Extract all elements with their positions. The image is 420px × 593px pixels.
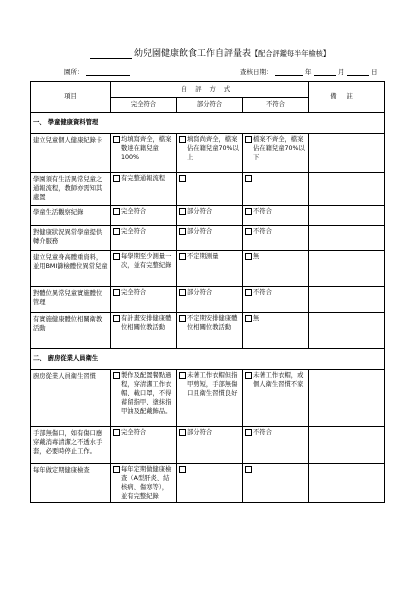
table-row (31, 463, 385, 503)
year-label: 年 (305, 68, 312, 76)
option[interactable] (179, 465, 240, 473)
row-item-label: 有實施健康體位相關衛教活動 (31, 312, 111, 348)
option[interactable] (179, 428, 240, 437)
checkbox[interactable] (245, 253, 252, 260)
option-label: 每學期至少測量一次，並有完整紀錄 (121, 252, 172, 269)
option-label: 未著工作衣帽，或個人衛生習慣不家 (253, 371, 304, 388)
option-label: 部分符合 (187, 288, 213, 296)
option[interactable] (113, 428, 174, 437)
checkbox[interactable] (113, 372, 120, 379)
row-item-label: 廚房從業人員衛生習慣 (31, 369, 111, 426)
option-label: 不定期安排健康體位相關位教活動 (187, 314, 238, 331)
checkbox[interactable] (179, 429, 186, 436)
option-cell (111, 312, 177, 348)
checkbox[interactable] (113, 289, 120, 296)
option-label: 每年定期做健康檢查（A型肝炎、結核病、傷寒等），並有完整紀錄 (121, 465, 172, 501)
option[interactable] (245, 371, 306, 389)
month-label: 月 (338, 68, 345, 76)
checkbox[interactable] (113, 228, 120, 235)
checkbox[interactable] (179, 175, 186, 182)
option-label: 不符合 (253, 207, 272, 215)
option-label: 部分符合 (187, 428, 213, 436)
date-label: 查核日期： (240, 68, 273, 76)
option[interactable] (245, 465, 306, 473)
option-cell (177, 369, 243, 426)
sub-header-partial: 部分符合 (177, 97, 243, 113)
option[interactable] (179, 252, 240, 261)
option-cell (177, 250, 243, 286)
option[interactable] (245, 428, 306, 437)
checkbox[interactable] (113, 208, 120, 215)
option[interactable] (179, 288, 240, 297)
remark-cell[interactable] (309, 369, 385, 426)
checkbox[interactable] (179, 466, 186, 473)
row-item-label: 學園須有生活異常兒童之通報流程，教師亦需知其處置 (31, 173, 111, 206)
option-label: 完全符合 (121, 288, 147, 296)
table-row (31, 312, 385, 348)
option[interactable] (113, 465, 174, 502)
checkbox[interactable] (245, 429, 252, 436)
option[interactable] (113, 174, 174, 183)
col-method-header: 自評方式 (111, 82, 309, 98)
option[interactable] (245, 288, 306, 297)
option-cell (177, 286, 243, 312)
option-cell (111, 463, 177, 503)
checkbox[interactable] (113, 429, 120, 436)
remark-cell[interactable] (309, 205, 385, 225)
option-cell (177, 426, 243, 463)
checkbox[interactable] (179, 372, 186, 379)
checkbox[interactable] (245, 136, 252, 143)
option-cell (111, 205, 177, 225)
evaluation-table (30, 81, 385, 503)
remark-cell[interactable] (309, 173, 385, 206)
checkbox[interactable] (179, 289, 186, 296)
table-row (31, 225, 385, 250)
day-field[interactable] (347, 75, 369, 76)
day-label: 日 (371, 68, 378, 76)
section-row (31, 113, 385, 134)
option-cell (177, 463, 243, 503)
option[interactable] (179, 135, 240, 163)
col-item-header: 項目 (31, 82, 111, 113)
row-item-label: 對體位異常兒童實施體位管理 (31, 286, 111, 312)
option-cell (111, 369, 177, 426)
option-cell (243, 463, 309, 503)
option-label: 不符合 (253, 288, 272, 296)
option-cell (111, 134, 177, 173)
checkbox[interactable] (179, 228, 186, 235)
month-field[interactable] (314, 75, 336, 76)
option-cell (243, 225, 309, 250)
sub-header-not: 不符合 (243, 97, 309, 113)
option-label: 不符合 (253, 227, 272, 235)
option-label: 製作及配置餐點過程，穿清潔工作衣帽、載口罩，不得蓄留指甲、塗抹指甲油及配戴飾品。 (121, 371, 172, 416)
option-cell (243, 312, 309, 348)
table-row (31, 173, 385, 206)
col-remark-header: 備註 (309, 82, 385, 113)
option-cell (243, 205, 309, 225)
option-cell (111, 225, 177, 250)
checkbox[interactable] (245, 175, 252, 182)
remark-cell[interactable] (309, 134, 385, 173)
option-cell (111, 426, 177, 463)
option-label: 無 (253, 252, 260, 260)
option-label: 有完整通報流程 (121, 175, 166, 182)
option[interactable] (113, 207, 174, 216)
row-item-label: 建立兒童個人健康紀錄卡 (31, 134, 111, 173)
option-label: 均填寫齊全，檔案數達在籍兒童100% (121, 136, 172, 162)
option[interactable] (245, 252, 306, 261)
option-label: 有計畫安排健康體位相關位教活動 (121, 314, 172, 331)
checkbox[interactable] (179, 253, 186, 260)
table-row (31, 250, 385, 286)
option-cell (243, 173, 309, 206)
checkbox[interactable] (179, 136, 186, 143)
checkbox[interactable] (179, 208, 186, 215)
remark-cell[interactable] (309, 463, 385, 503)
title-text: 幼兒園健康飲食工作自評量表 (133, 49, 251, 59)
option-cell (177, 134, 243, 173)
option[interactable] (179, 371, 240, 399)
checkbox[interactable] (245, 315, 252, 322)
option[interactable] (113, 288, 174, 297)
remark-cell[interactable] (309, 312, 385, 348)
option[interactable] (179, 227, 240, 236)
row-item-label: 建立兒童身高體重資料，並用BMI篩檢體位異常兒童 (31, 250, 111, 286)
remark-cell[interactable] (309, 426, 385, 463)
school-name-blank[interactable] (90, 49, 132, 59)
option[interactable] (245, 207, 306, 216)
option[interactable] (245, 135, 306, 163)
checkbox[interactable] (245, 228, 252, 235)
option[interactable] (245, 174, 306, 182)
checkbox[interactable] (113, 315, 120, 322)
checkbox[interactable] (245, 289, 252, 296)
option[interactable] (113, 314, 174, 332)
option-label: 完全符合 (121, 428, 147, 436)
row-item-label: 手部無傷口，如有傷口應穿戴消毒清潔之不透水手套，必要時停止工作。 (31, 426, 111, 463)
checkbox[interactable] (113, 175, 120, 182)
option-label: 部分符合 (187, 227, 213, 235)
remark-cell[interactable] (309, 250, 385, 286)
school-field[interactable] (86, 75, 130, 76)
option-label: 完全符合 (121, 207, 147, 215)
option[interactable] (113, 135, 174, 163)
option-label: 完全符合 (121, 227, 147, 235)
table-row (31, 286, 385, 312)
option-cell (177, 173, 243, 206)
checkbox[interactable] (245, 372, 252, 379)
remark-cell[interactable] (309, 286, 385, 312)
year-field[interactable] (275, 75, 303, 76)
sub-header-full: 完全符合 (111, 97, 177, 113)
option[interactable] (179, 174, 240, 182)
option[interactable] (179, 207, 240, 216)
table-row (31, 205, 385, 225)
row-item-label: 對健康狀況異常學童提供轉介服務 (31, 225, 111, 250)
checkbox[interactable] (245, 208, 252, 215)
row-item-label: 每年做定期健康檢查 (31, 463, 111, 503)
table-row (31, 134, 385, 173)
option[interactable] (245, 314, 306, 323)
option-cell (243, 426, 309, 463)
row-item-label: 學童生活觀察紀錄 (31, 205, 111, 225)
option[interactable] (179, 314, 240, 332)
checkbox[interactable] (113, 253, 120, 260)
title-note: 【配合評鑑每半年檢核】 (250, 49, 331, 58)
option-cell (243, 134, 309, 173)
option[interactable] (113, 371, 174, 417)
option-cell (111, 173, 177, 206)
option-cell (111, 286, 177, 312)
section-title: 一、 學童健康資料管理 (31, 113, 385, 134)
remark-cell[interactable] (309, 225, 385, 250)
option-label: 部分符合 (187, 207, 213, 215)
checkbox[interactable] (113, 136, 120, 143)
option-label: 不符合 (253, 428, 272, 436)
form-title (0, 46, 420, 59)
option-label: 無 (253, 314, 260, 322)
checkbox[interactable] (179, 315, 186, 322)
option-cell (243, 286, 309, 312)
section-title: 二、 廚房從業人員衛生 (31, 348, 385, 369)
option-cell (177, 205, 243, 225)
checkbox[interactable] (113, 466, 120, 473)
option-cell (243, 369, 309, 426)
school-label: 園所： (64, 68, 84, 76)
section-row (31, 348, 385, 369)
option-cell (177, 225, 243, 250)
option-label: 檔案不齊全，檔案佔在籍兒童70%以下 (253, 136, 305, 162)
option-cell (243, 250, 309, 286)
option-label: 填寫尚齊全，檔案佔在籍兒童70%以上 (187, 136, 239, 162)
option-label: 未著工作衣帽但指甲剪短，手部無傷口且衛生習慣良好 (187, 371, 238, 398)
option[interactable] (113, 227, 174, 236)
table-body (31, 113, 385, 503)
option[interactable] (245, 227, 306, 236)
option-label: 不定期測量 (187, 252, 219, 260)
checkbox[interactable] (245, 466, 252, 473)
table-row (31, 369, 385, 426)
option-cell (111, 250, 177, 286)
table-row (31, 426, 385, 463)
meta-row (64, 67, 384, 79)
option[interactable] (113, 252, 174, 270)
option-cell (177, 312, 243, 348)
